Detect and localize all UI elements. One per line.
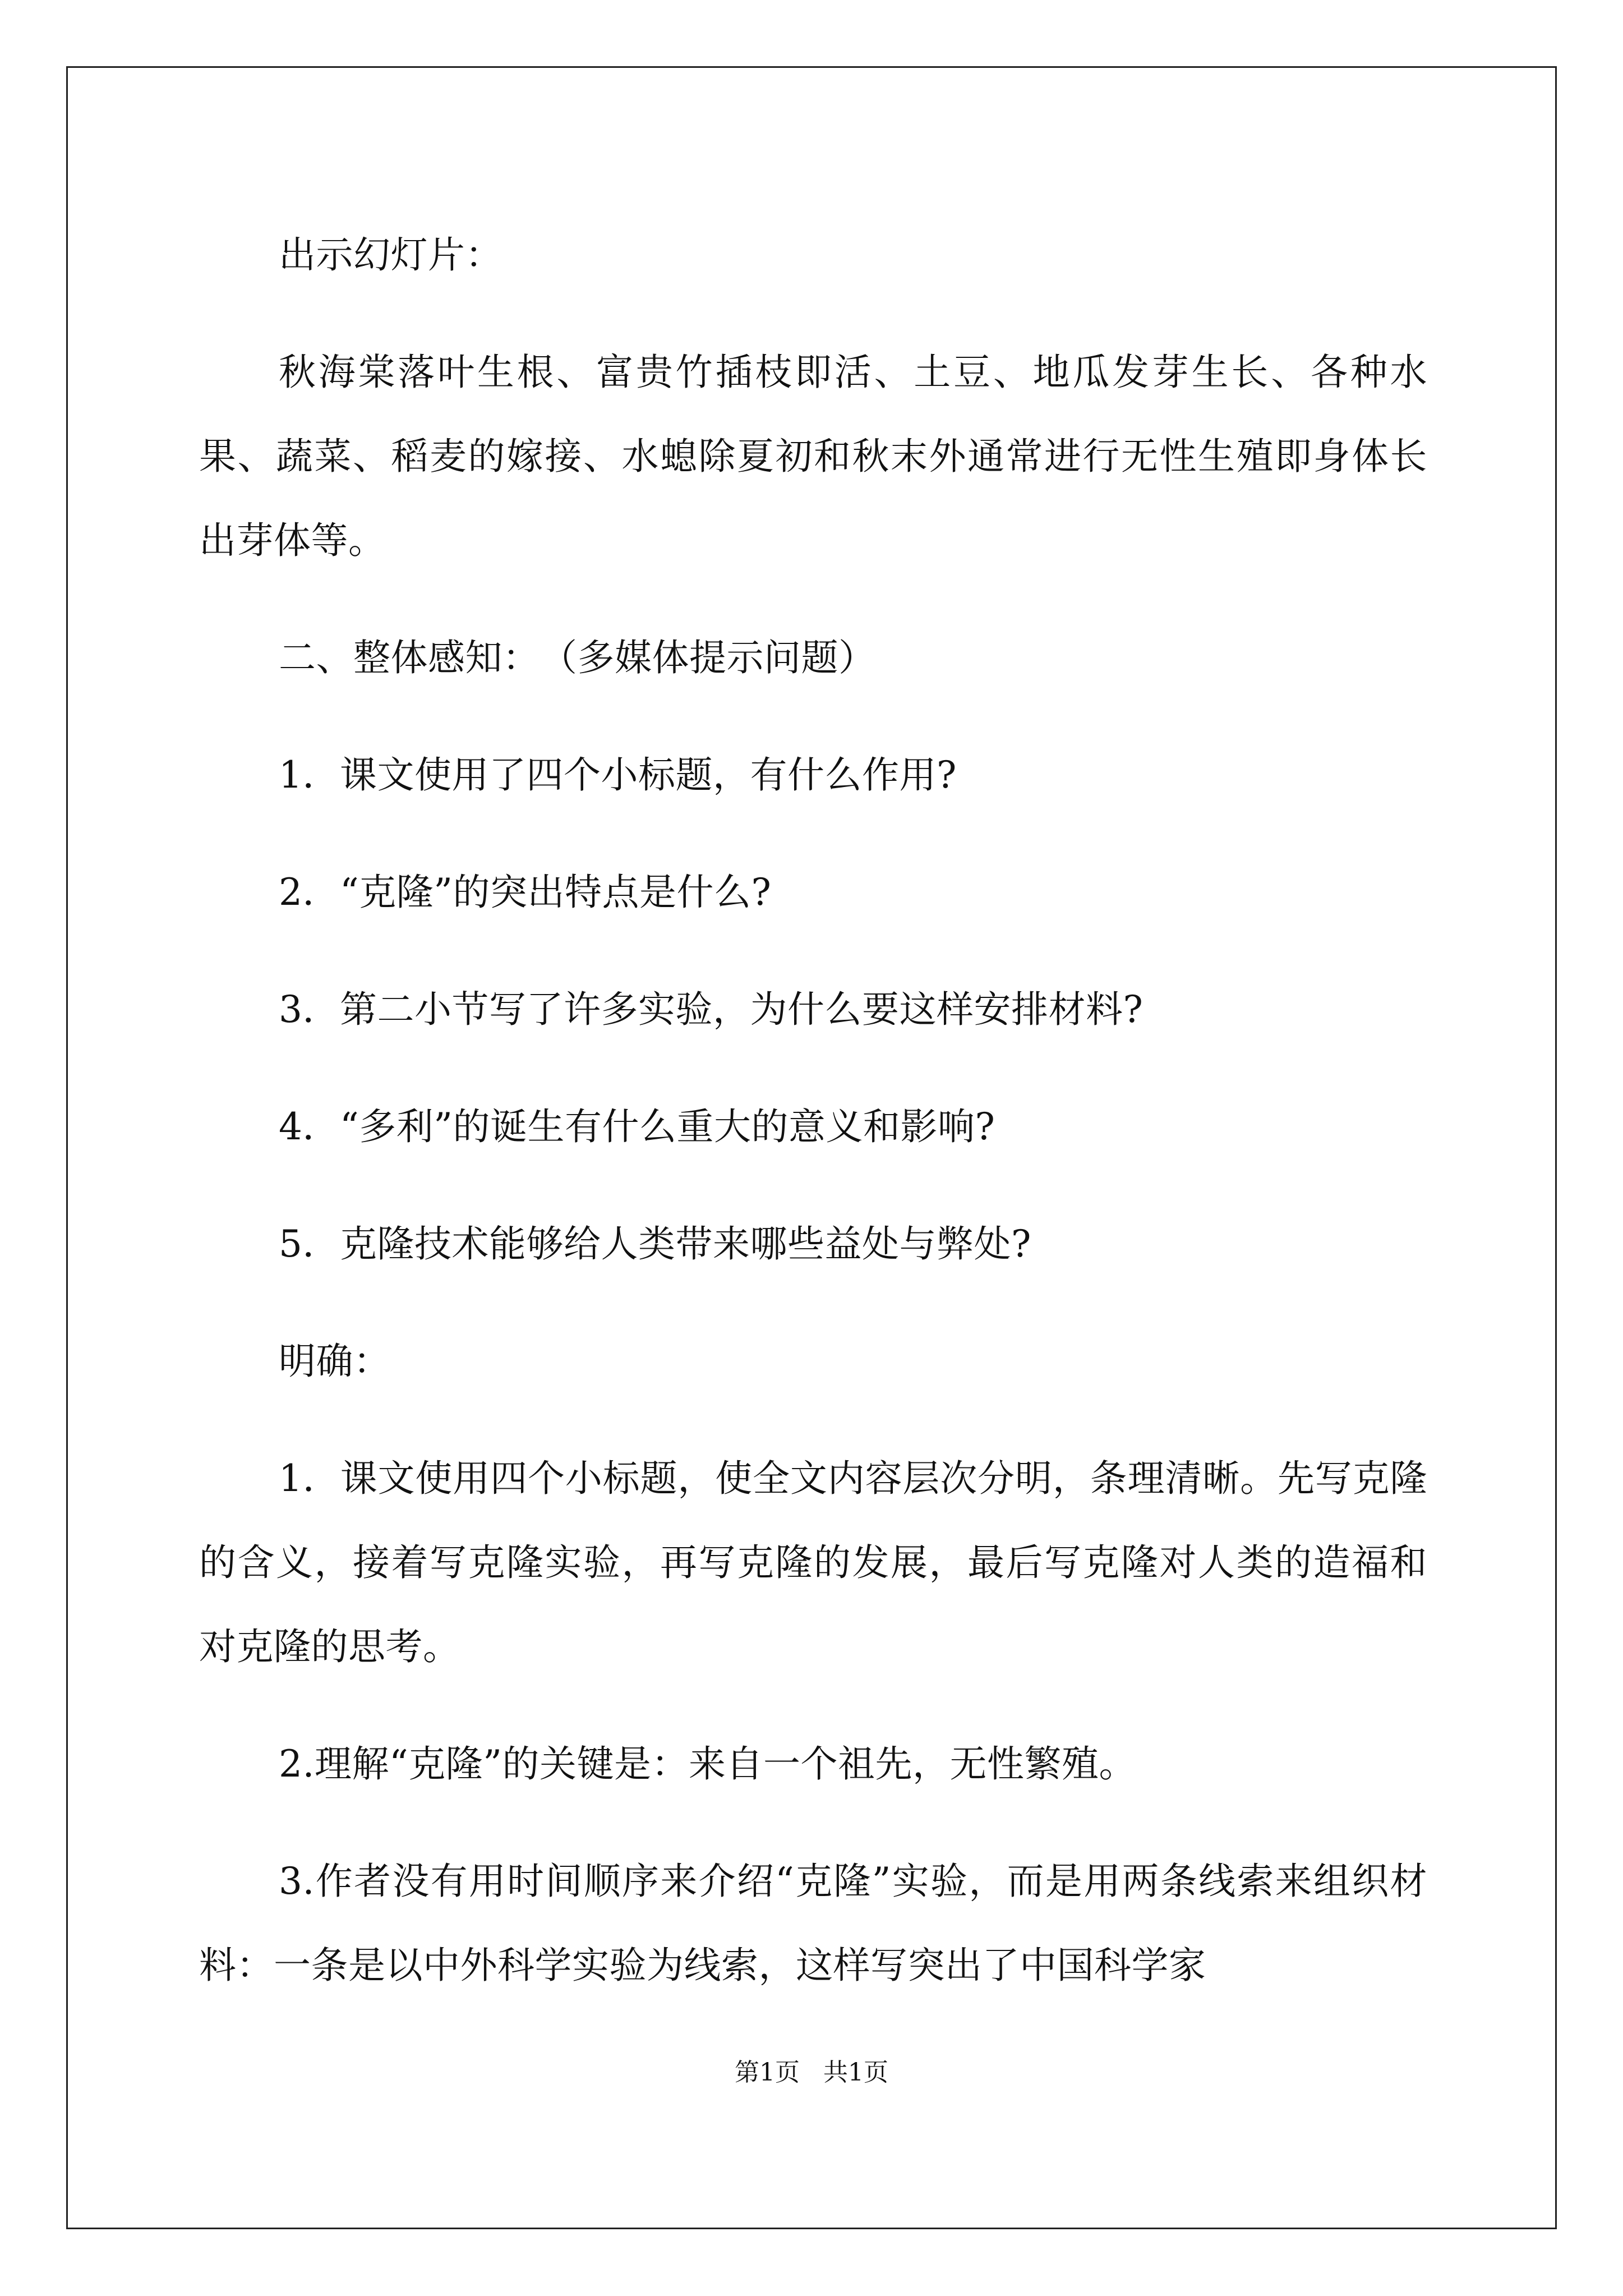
paragraph-7: 4．“多利”的诞生有什么重大的意义和影响? [279, 1105, 995, 1148]
paragraph-6: 3．第二小节写了许多实验，为什么要这样安排材料? [279, 988, 1144, 1031]
paragraph-1: 出示幻灯片： [279, 233, 502, 277]
paragraph-5: 2．“克隆”的突出特点是什么? [279, 871, 772, 914]
paragraph-4: 1．课文使用了四个小标题，有什么作用? [279, 753, 957, 797]
paragraph-11: 2.理解“克隆”的关键是：来自一个祖先，无性繁殖。 [279, 1742, 1136, 1786]
paragraph-10: 1．课文使用四个小标题，使全文内容层次分明，条理清晰。先写克隆的含义，接着写克隆实验，再写克隆的发展，最后写克隆对人类的造福和对克隆的思考。 [199, 1457, 1427, 1668]
paragraph-3: 二、整体感知： （多媒体提示问题） [279, 636, 876, 679]
paragraph-8: 5．克隆技术能够给人类带来哪些益处与弊处? [279, 1222, 1031, 1266]
paragraph-12: 3.作者没有用时间顺序来介绍“克隆”实验，而是用两条线索来组织材料：一条是以中外科学实验为线索，这样写突出了中国科学家 [199, 1860, 1427, 1987]
paragraph-9: 明确： [279, 1340, 391, 1383]
page-footer [0, 2056, 1623, 2090]
page-total: 共1页 [823, 2058, 888, 2087]
document-body [199, 213, 1427, 2041]
paragraph-2: 秋海棠落叶生根、富贵竹插枝即活、土豆、地瓜发芽生长、各种水果、蔬菜、稻麦的嫁接、水螅除夏初和秋末外通常进行无性生殖即身体长出芽体等。 [199, 351, 1427, 562]
page-number: 第1页 [735, 2058, 800, 2087]
